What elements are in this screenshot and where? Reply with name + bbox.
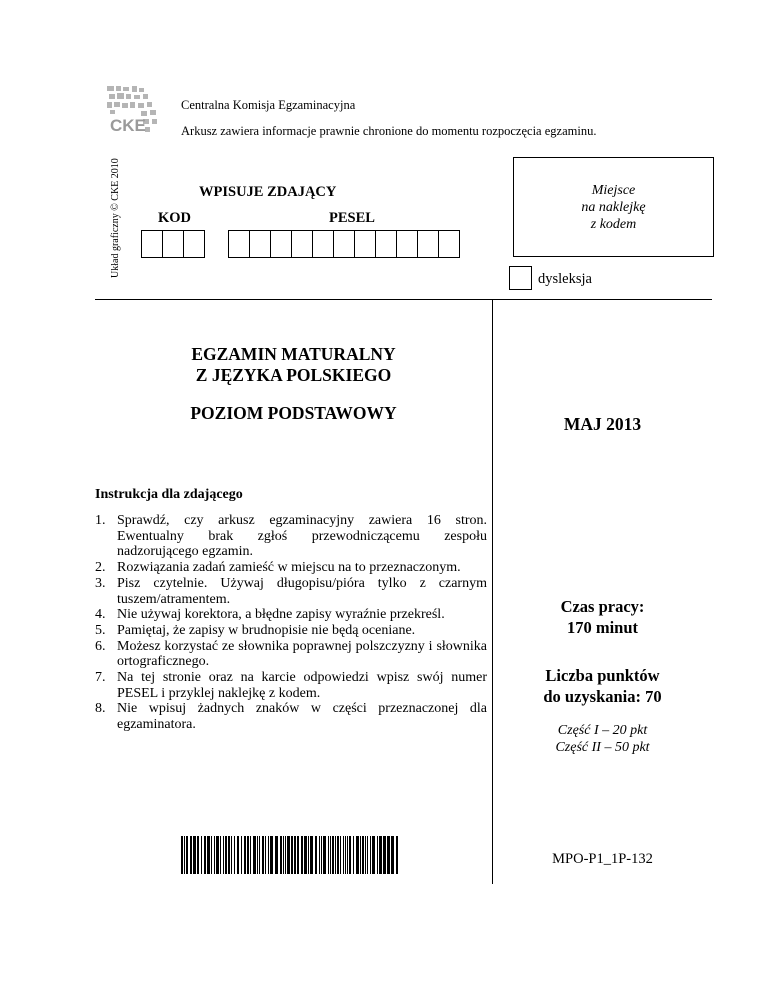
working-time-label: Czas pracy: <box>560 597 645 616</box>
barcode-bar <box>223 836 224 874</box>
barcode-bar <box>396 836 398 874</box>
barcode-bar <box>259 836 260 874</box>
max-points-value: do uzyskania: 70 <box>543 687 662 706</box>
instruction-number: 7. <box>95 670 106 686</box>
instruction-item <box>95 607 487 623</box>
barcode-bar <box>349 836 351 874</box>
barcode-bar <box>287 836 290 874</box>
barcode-bar <box>207 836 210 874</box>
kod-label: KOD <box>158 210 192 226</box>
exam-session: MAJ 2013 <box>563 414 642 434</box>
pesel-digit-cell[interactable] <box>375 230 397 258</box>
barcode-bar <box>308 836 309 874</box>
instruction-item <box>95 576 487 607</box>
instruction-item <box>95 701 487 732</box>
instruction-number: 1. <box>95 513 106 528</box>
barcode-bar <box>234 836 235 874</box>
barcode-bar <box>231 836 232 874</box>
barcode <box>181 836 399 874</box>
instruction-text: Możesz korzystać ze słownika poprawnej polszczyzny i słownika ortograficznego. <box>117 638 487 670</box>
barcode-bar <box>310 836 313 874</box>
barcode-bar <box>343 836 344 874</box>
barcode-bar <box>379 836 382 874</box>
dyslexia-label: dysleksja <box>538 271 592 287</box>
barcode-bar <box>214 836 215 874</box>
pesel-digit-cell[interactable] <box>291 230 313 258</box>
barcode-bar <box>262 836 264 874</box>
barcode-bar <box>353 836 354 874</box>
barcode-bar <box>383 836 386 874</box>
barcode-bar <box>301 836 303 874</box>
max-points-label: Liczba punktów <box>545 666 660 685</box>
confidentiality-notice: Arkusz zawiera informacje prawnie chronione do momentu rozpoczęcia egzaminu. <box>181 124 597 138</box>
barcode-bar <box>347 836 348 874</box>
horizontal-divider <box>95 299 712 300</box>
instruction-item <box>95 639 487 670</box>
pesel-digit-cell[interactable] <box>438 230 460 258</box>
barcode-bar <box>265 836 266 874</box>
barcode-bar <box>321 836 322 874</box>
barcode-bar <box>391 836 394 874</box>
pesel-digit-cell[interactable] <box>228 230 250 258</box>
barcode-bar <box>184 836 185 874</box>
instruction-text: Pamiętaj, że zapisy w brudnopisie nie będą oceniane. <box>117 622 416 638</box>
document-code: MPO-P1_1P-132 <box>552 851 653 867</box>
barcode-bar <box>360 836 361 874</box>
barcode-bar <box>225 836 227 874</box>
max-points <box>493 665 712 707</box>
instruction-item <box>95 560 487 576</box>
barcode-bar <box>204 836 206 874</box>
barcode-bar <box>186 836 188 874</box>
barcode-bar <box>328 836 329 874</box>
barcode-bar <box>370 836 371 874</box>
exam-level: POZIOM PODSTAWOWY <box>190 403 397 423</box>
barcode-bar <box>323 836 326 874</box>
kod-digit-cell[interactable] <box>162 230 184 258</box>
barcode-bar <box>193 836 196 874</box>
kod-digit-cell[interactable] <box>141 230 163 258</box>
barcode-bar <box>304 836 307 874</box>
barcode-bar <box>294 836 296 874</box>
logo-text: CKE <box>110 116 146 135</box>
barcode-bar <box>280 836 282 874</box>
barcode-bar <box>285 836 286 874</box>
instruction-text: Rozwiązania zadań zamieść w miejscu na to przeznaczonym. <box>117 560 461 576</box>
barcode-bar <box>362 836 364 874</box>
kod-field[interactable] <box>141 230 205 258</box>
barcode-bar <box>237 836 239 874</box>
sticker-text-line3: z kodem <box>590 216 637 232</box>
barcode-bar <box>253 836 256 874</box>
barcode-bar <box>181 836 183 874</box>
barcode-bar <box>297 836 299 874</box>
barcode-bar <box>197 836 199 874</box>
instruction-text: Pisz czytelnie. Używaj długopisu/pióra tylko z czarnym tuszem/atramentem. <box>117 575 487 607</box>
pesel-digit-cell[interactable] <box>354 230 376 258</box>
barcode-bar <box>335 836 336 874</box>
barcode-bar <box>319 836 320 874</box>
barcode-bar <box>241 836 242 874</box>
instruction-item <box>95 623 487 639</box>
barcode-bar <box>330 836 331 874</box>
barcode-bar <box>216 836 219 874</box>
part-two-points: Część II – 50 pkt <box>555 740 650 755</box>
barcode-bar <box>367 836 368 874</box>
barcode-bar <box>190 836 192 874</box>
barcode-bar <box>337 836 339 874</box>
instruction-number: 2. <box>95 560 106 576</box>
kod-digit-cell[interactable] <box>183 230 205 258</box>
barcode-bar <box>244 836 246 874</box>
instruction-item <box>95 670 487 701</box>
barcode-bar <box>250 836 251 874</box>
barcode-bar <box>220 836 221 874</box>
sticker-text-line2: na naklejkę <box>581 199 646 215</box>
instructions-heading: Instrukcja dla zdającego <box>95 487 243 502</box>
sticker-area <box>513 157 714 257</box>
barcode-bar <box>356 836 359 874</box>
barcode-bar <box>372 836 375 874</box>
pesel-digit-cell[interactable] <box>270 230 292 258</box>
barcode-bar <box>345 836 346 874</box>
candidate-entry-heading: WPISUJE ZDAJĄCY <box>199 184 337 200</box>
exam-title-line2: Z JĘZYKA POLSKIEGO <box>195 365 392 385</box>
instruction-item <box>95 513 487 560</box>
barcode-bar <box>201 836 202 874</box>
barcode-bar <box>275 836 278 874</box>
barcode-bar <box>247 836 249 874</box>
barcode-bar <box>270 836 273 874</box>
instruction-text: Nie używaj korektora, a błędne zapisy wyraźnie przekreśl. <box>117 607 445 623</box>
barcode-bar <box>332 836 334 874</box>
barcode-bar <box>283 836 284 874</box>
instructions-list <box>95 513 487 733</box>
barcode-bar <box>340 836 341 874</box>
sticker-text-line1: Miejsce <box>591 182 636 198</box>
exam-title <box>95 344 492 386</box>
barcode-bar <box>211 836 212 874</box>
barcode-bar <box>315 836 317 874</box>
instruction-number: 3. <box>95 575 106 591</box>
institution-name: Centralna Komisja Egzaminacyjna <box>181 98 356 112</box>
pesel-digit-cell[interactable] <box>312 230 334 258</box>
barcode-bar <box>268 836 269 874</box>
instruction-number: 5. <box>95 622 106 638</box>
working-time-value: 170 minut <box>566 618 639 637</box>
pesel-field[interactable] <box>228 230 460 258</box>
instruction-text: Sprawdź, czy arkusz egzaminacyjny zawiera 16 stron. Ewentualny brak zgłoś przewodniczącemu zespołu nadzorującego egzamin. <box>117 513 487 560</box>
pesel-digit-cell[interactable] <box>249 230 271 258</box>
barcode-bar <box>365 836 366 874</box>
barcode-bar <box>377 836 378 874</box>
pesel-digit-cell[interactable] <box>396 230 418 258</box>
pesel-digit-cell[interactable] <box>333 230 355 258</box>
exam-title-line1: EGZAMIN MATURALNY <box>191 344 396 364</box>
working-time <box>493 596 712 638</box>
barcode-bar <box>291 836 293 874</box>
instruction-number: 6. <box>95 638 106 654</box>
pesel-digit-cell[interactable] <box>417 230 439 258</box>
barcode-bar <box>257 836 258 874</box>
barcode-bar <box>387 836 390 874</box>
dyslexia-checkbox[interactable] <box>509 266 532 290</box>
instruction-number: 8. <box>95 701 106 717</box>
instruction-text: Na tej stronie oraz na karcie odpowiedzi wpisz swój numer PESEL i przyklej naklejkę z kodem. <box>117 670 487 701</box>
graphic-credit: Układ graficzny © CKE 2010 <box>110 158 121 278</box>
vertical-divider <box>492 299 493 884</box>
parts-breakdown <box>493 722 712 756</box>
pesel-label: PESEL <box>329 210 375 226</box>
cke-logo <box>105 84 161 138</box>
instruction-number: 4. <box>95 607 106 623</box>
barcode-bar <box>228 836 230 874</box>
instruction-text: Nie wpisuj żadnych znaków w części przeznaczonej dla egzaminatora. <box>117 701 487 733</box>
part-one-points: Część I – 20 pkt <box>557 723 648 738</box>
